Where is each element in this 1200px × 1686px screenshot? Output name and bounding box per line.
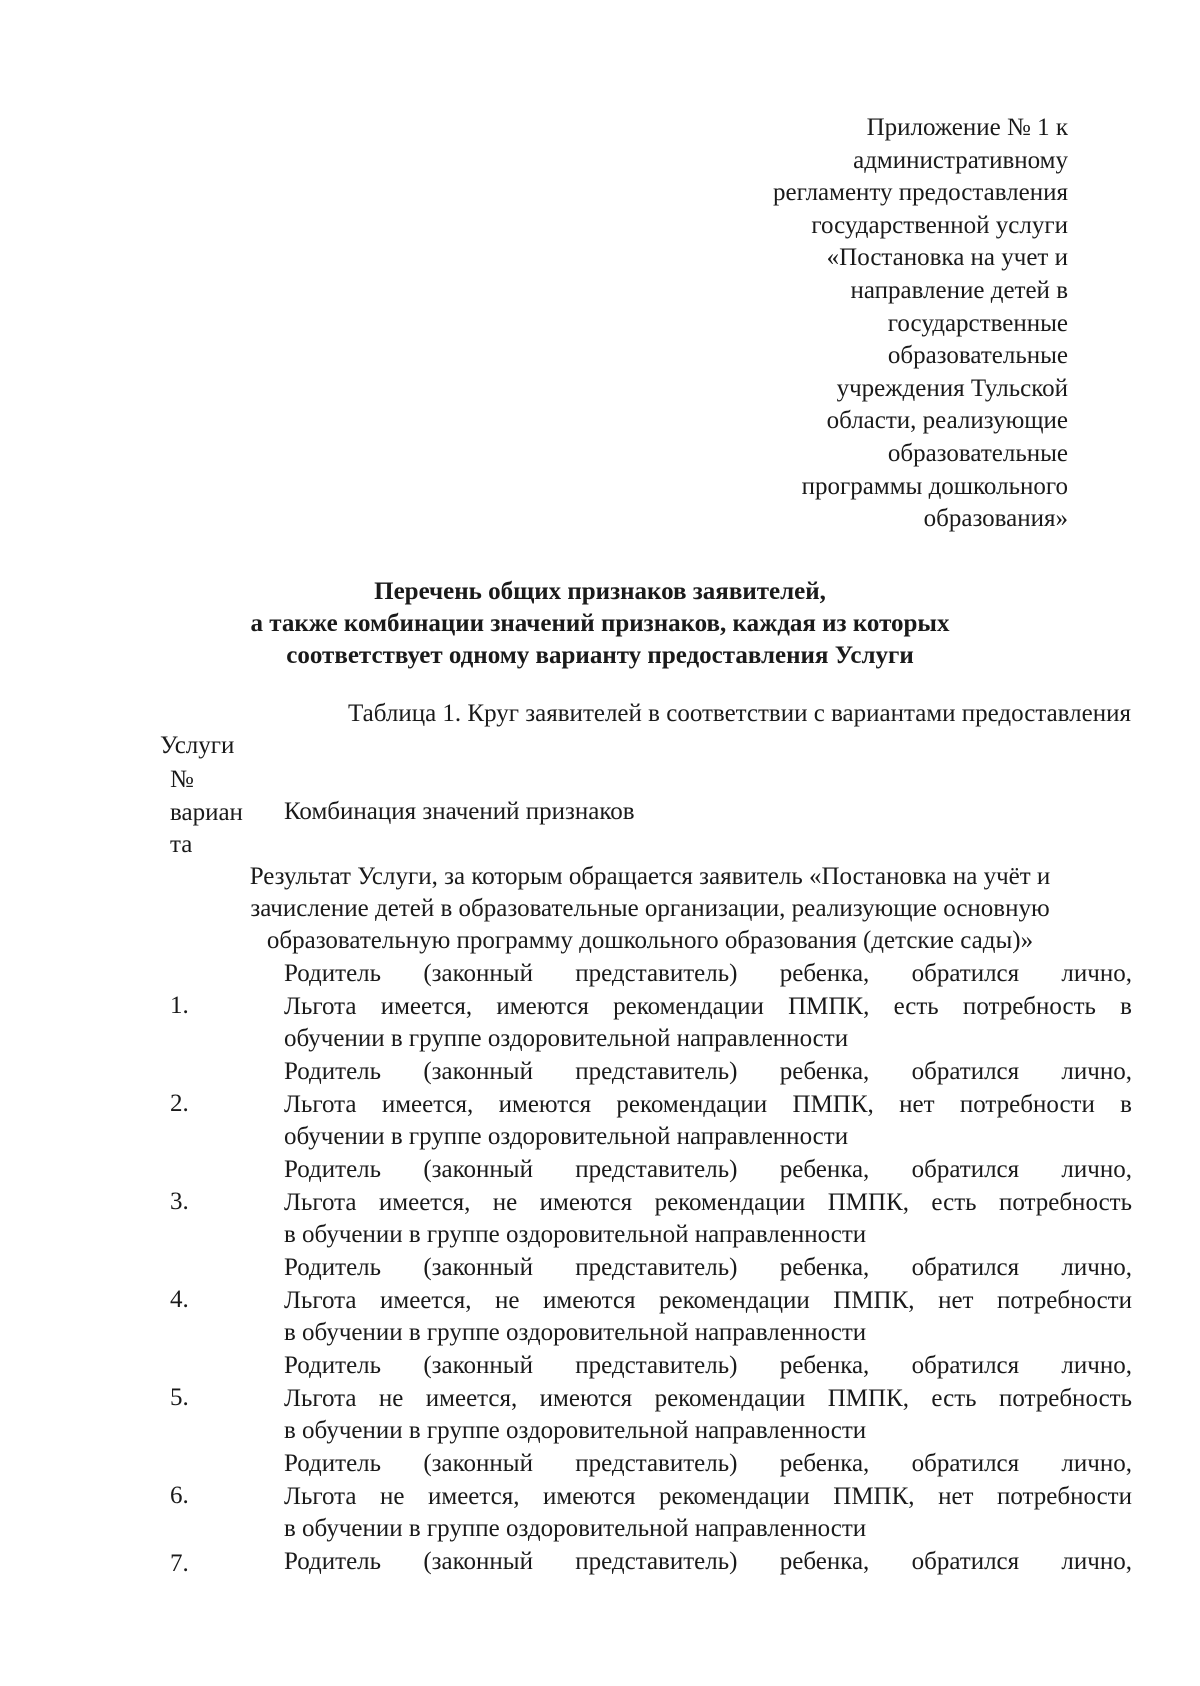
table-row: [0, 958, 1200, 1056]
table-row: [0, 1448, 1200, 1546]
variant-line: в обучении в группе оздоровительной направленности: [284, 1515, 867, 1543]
variant-line: Льгота имеется, имеются рекомендации ПМПК, нет потребности в: [284, 1090, 1132, 1118]
column-header-number: [170, 764, 270, 862]
result-line: образовательную программу дошкольного образования (детские сады)»: [266, 927, 1034, 954]
appendix-line: государственные: [887, 309, 1068, 337]
appendix-line: учреждения Тульской: [836, 374, 1068, 402]
variant-line: в обучении в группе оздоровительной направленности: [284, 1417, 867, 1445]
appendix-line: направление детей в: [850, 276, 1068, 304]
result-section-title: [120, 861, 1180, 957]
variant-combination: [284, 1350, 1132, 1448]
appendix-line: «Постановка на учет и: [826, 244, 1068, 272]
caption-line: Таблица 1. Круг заявителей в соответствии с вариантами предоставления: [348, 700, 1131, 727]
variant-line: Родитель (законный представитель) ребенка, обратился лично,: [284, 1352, 1132, 1379]
variant-number: 1.: [170, 992, 189, 1019]
variant-line: Родитель (законный представитель) ребенка, обратился лично,: [284, 1156, 1132, 1183]
appendix-line: области, реализующие: [826, 407, 1068, 435]
variant-number: 3.: [170, 1188, 189, 1215]
variant-number: 6.: [170, 1482, 189, 1509]
variant-number: 5.: [170, 1384, 189, 1411]
table-row: [0, 1350, 1200, 1448]
appendix-line: образовательные: [887, 439, 1068, 467]
heading-line: а также комбинации значений признаков, каждая из которых: [250, 610, 950, 637]
column-header-number-line: вариан: [170, 798, 243, 826]
variant-line: Льгота имеется, не имеются рекомендации ПМПК, нет потребности: [284, 1286, 1132, 1314]
table-row: [0, 1252, 1200, 1350]
result-line: Результат Услуги, за которым обращается заявитель «Постановка на учёт и: [249, 863, 1051, 890]
variant-combination: [284, 1056, 1132, 1154]
variant-combination: [284, 1252, 1132, 1350]
variant-line: Родитель (законный представитель) ребенка, обратился лично,: [284, 1254, 1132, 1281]
appendix-line: Приложение № 1 к: [866, 114, 1068, 141]
variant-line: в обучении в группе оздоровительной направленности: [284, 1319, 867, 1347]
appendix-line: регламенту предоставления: [772, 179, 1068, 207]
appendix-line: государственной услуги: [811, 211, 1068, 239]
variant-number: 2.: [170, 1090, 189, 1117]
column-header-combination: Комбинация значений признаков: [284, 798, 635, 825]
column-header-number-line: та: [170, 831, 193, 858]
appendix-line: образования»: [923, 505, 1068, 533]
heading-line: Перечень общих признаков заявителей,: [374, 578, 826, 605]
variant-number: 4.: [170, 1286, 189, 1313]
column-header-number-line: №: [170, 766, 194, 793]
appendix-line: образовательные: [887, 342, 1068, 370]
variant-line: Родитель (законный представитель) ребенка, обратился лично,: [284, 1058, 1132, 1085]
appendix-line: административному: [853, 146, 1068, 174]
variant-line: обучении в группе оздоровительной направленности: [284, 1025, 849, 1053]
document-heading: [0, 576, 1200, 672]
table-caption: [160, 698, 1140, 762]
result-line: зачисление детей в образовательные организации, реализующие основную: [250, 895, 1050, 922]
variant-combination: [284, 958, 1132, 1056]
variant-number: 7.: [170, 1550, 189, 1577]
table-row: [0, 1154, 1200, 1252]
variant-combination: [284, 1154, 1132, 1252]
heading-line: соответствует одному варианту предоставления Услуги: [286, 642, 914, 669]
appendix-reference: [648, 112, 1068, 536]
table-row: [0, 1546, 1200, 1644]
variant-line: Льгота имеется, не имеются рекомендации ПМПК, есть потребность: [284, 1188, 1132, 1216]
variant-line: обучении в группе оздоровительной направленности: [284, 1123, 849, 1151]
table-row: [0, 1056, 1200, 1154]
variants-table: [0, 958, 1200, 1644]
variant-combination: [284, 1546, 1132, 1579]
appendix-line: программы дошкольного: [801, 472, 1068, 500]
variant-line: Родитель (законный представитель) ребенка, обратился лично,: [284, 1450, 1132, 1477]
variant-line: Родитель (законный представитель) ребенка, обратился лично,: [284, 960, 1132, 987]
variant-line: в обучении в группе оздоровительной направленности: [284, 1221, 867, 1249]
variant-line: Льгота имеется, имеются рекомендации ПМПК, есть потребность в: [284, 992, 1132, 1020]
variant-line: Льгота не имеется, имеются рекомендации ПМПК, есть потребность: [284, 1384, 1132, 1412]
variant-line: Льгота не имеется, имеются рекомендации ПМПК, нет потребности: [284, 1482, 1132, 1510]
variant-combination: [284, 1448, 1132, 1546]
variant-line: Родитель (законный представитель) ребенка, обратился лично,: [284, 1548, 1132, 1575]
caption-line: Услуги: [160, 732, 235, 759]
